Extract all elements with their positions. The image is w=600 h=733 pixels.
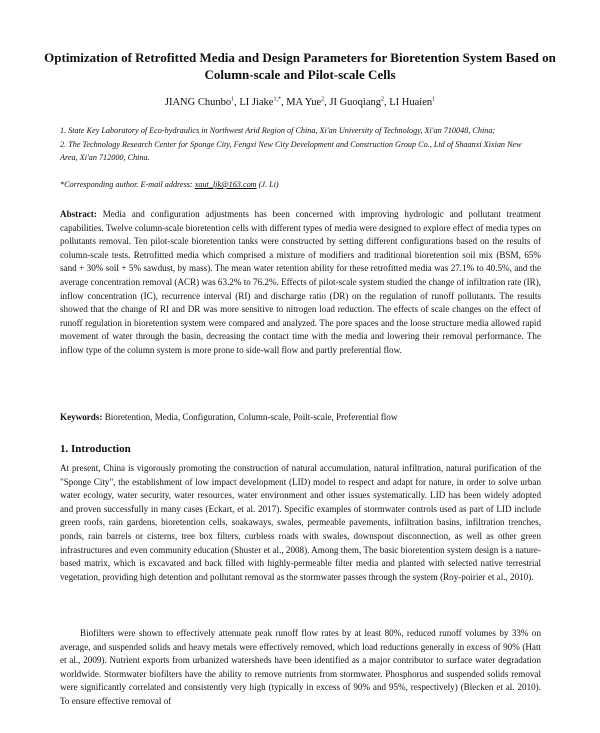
affiliation-1: 1. State Key Laboratory of Eco-hydraulics in Northwest Arid Region of China, Xi'an University of Technology, Xi'an 710048, China; — [60, 126, 496, 135]
corresponding-author-note — [60, 178, 540, 191]
correspondence-suffix: (J. Li) — [256, 180, 279, 189]
keywords-label: Keywords: — [60, 412, 103, 422]
keywords-text: Bioretention, Media, Configuration, Column-scale, Poilt-scale, Preferential flow — [104, 412, 398, 422]
correspondence-prefix: *Corresponding author. E-mail address: — [60, 180, 195, 189]
affiliation-2: 2. The Technology Research Center for Sponge City, Fengxi New City Development and Construction Group Co., Ltd of Shaanxi Xixian New Area, Xi'an 712000, China. — [60, 140, 522, 162]
intro-paragraph-1: At present, China is vigorously promoting the construction of natural accumulation, natural infiltration, natural purification of the "Sponge City", the establishment of low impact development (LID) model to respect and adapt for nature, in order to solve urban water ecology, water security, water resources, water environment and other issues systematically. LID has been widely adopted and proven successfully in many cases (Eckart, et al. 2017). Specific examples of stormwater controls used as part of LID include green roofs, rain gardens, bioretention cells, soakaways, swales, permeable pavements, infiltration basins, infiltration trenches, ponds, rain barrels or cisterns, tree box filters, curbless roads with swales, downspout disconnection, as well as other green infrastructures and even community education (Shuster et al., 2008). Among them, The basic bioretention system design is a nature-based matrix, which is excavated and back filled with highly-permeable filter media and planted with selected native terrestrial vegetation, providing high detention and pollutant removal as the stormwater passes through the system (Roy-poirier et al., 2010). — [60, 463, 541, 582]
abstract — [60, 208, 541, 358]
abstract-text: Media and configuration adjustments has been concerned with improving hydrologic and pollutant treatment capabilities. Twelve column-scale bioretention cells with different types of media were designed to explore effect of media types on pollutants removal. Ten pilot-scale bioretention tanks were constructed by setting different configurations based on the results of column-scale tests. Retrofitted media which comprised a mixture of modifiers and traditional bioretention soil mix (BSM, 65% sand + 30% soil + 5% sawdust, by mass). The mean water retention ability for these retrofitted media was 27.1% to 40.5%, and the average concentration removal (ACR) was 63.2% to 76.2%. Effects of pilot-scale system studied the change of infiltration rate (IR), inflow concentration (IC), recurrence interval (RI) and discharge ratio (DR) on the regulation of runoff pollutants. The results showed that the change of RI and DR was more sensitive to nitrogen load reduction. The effects of scale changes on the effect of runoff regulation in bioretention system were compared and analyzed. The pore spaces and the loose structure media allowed rapid movement of water through the basin, decreasing the contact time with the media and lowering their removal performance. The inflow type of the column system is more prone to side-wall flow and partly preferential flow. — [60, 209, 541, 355]
author-affiliation-mark: 2 — [381, 96, 384, 103]
author-name: LI Jiake — [239, 97, 274, 108]
paper-title: Optimization of Retrofitted Media and Design Parameters for Bioretention System Based on Column-scale and Pilot-scale Cells — [44, 50, 556, 82]
intro-paragraph-2: Biofilters were shown to effectively attenuate peak runoff flow rates by at least 80%, reduced runoff volumes by 33% on average, and suspended solids and heavy metals were effectively removed, which load reductions generally in excess of 90% (Hatt et al., 2009). Nutrient exports from urbanized watersheds have been identified as a major contributor to surface water degradation worldwide. Stormwater biofilters have the ability to remove nutrients from stormwater. Phosphorus and suspended solids removal were significantly correlated and consistently very high (typically in excess of 90% and 95%, respectively) (Blecken et al. 2010). To ensure effective removal of — [60, 628, 541, 706]
keywords — [60, 411, 541, 425]
author-list: JIANG Chunbo$^1$, LI Jiake$^{1,*}$, MA Yue$^2$, JI Guoqiang$^2$, LI Huaien$^1$ — [164, 96, 436, 108]
author-name: JI Guoqiang — [329, 97, 381, 108]
author-name: LI Huaien — [389, 97, 433, 108]
email-link[interactable]: xaut_ljk@163.com — [194, 180, 257, 189]
author-affiliation-mark: 1 — [231, 96, 235, 103]
section-heading-introduction: 1. Introduction — [60, 443, 131, 455]
author-affiliation-mark: 1 — [432, 96, 436, 103]
author-affiliation-mark: 2 — [321, 96, 325, 103]
abstract-label: Abstract: — [60, 209, 97, 219]
author-name: JIANG Chunbo — [164, 97, 232, 108]
author-affiliation-mark: 1,* — [273, 96, 281, 103]
author-name: MA Yue — [286, 97, 322, 108]
